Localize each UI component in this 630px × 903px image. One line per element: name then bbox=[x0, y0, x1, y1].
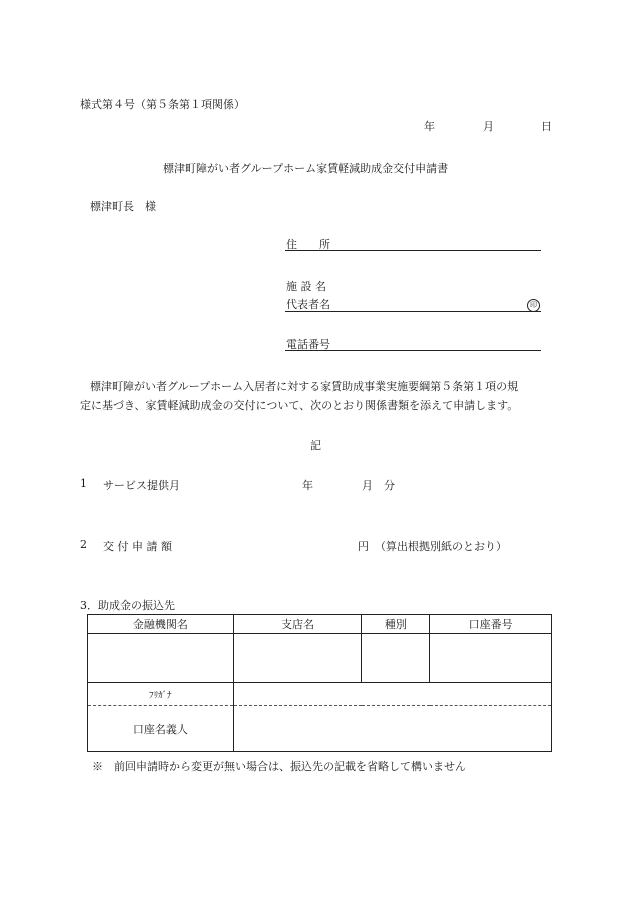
item2-yen: 円 bbox=[358, 540, 369, 553]
address-label: 住 所 bbox=[286, 238, 330, 251]
item3-label: 3．助成金の振込先 bbox=[80, 599, 175, 612]
header-bank-name: 金融機関名 bbox=[88, 615, 234, 634]
bank-transfer-table bbox=[87, 614, 552, 752]
representative-label: 代表者名 bbox=[286, 298, 330, 311]
item2-label: 交 付 申 請 額 bbox=[103, 540, 172, 553]
phone-line bbox=[285, 350, 541, 351]
footnote: ※ 前回申請時から変更が無い場合は、振込先の記載を省略して構いません bbox=[92, 760, 466, 773]
item2-note: （算出根拠別紙のとおり） bbox=[375, 540, 507, 553]
branch-name-cell[interactable] bbox=[233, 634, 362, 683]
seal-mark bbox=[527, 297, 540, 312]
item1-label: サービス提供月 bbox=[103, 479, 180, 492]
address-line bbox=[285, 250, 541, 251]
item1-year: 年 bbox=[302, 479, 313, 492]
addressee: 標津町長 様 bbox=[90, 200, 156, 213]
body-line-1: 標津町障がい者グループホーム入居者に対する家賃助成事業実施要綱第５条第１項の規 bbox=[90, 380, 519, 393]
item1-month: 月 bbox=[362, 479, 373, 492]
header-account-type: 種別 bbox=[362, 615, 430, 634]
bank-name-cell[interactable] bbox=[88, 634, 234, 683]
date-year: 年 bbox=[424, 120, 435, 133]
item1-number: 1 bbox=[80, 477, 87, 490]
account-type-cell[interactable] bbox=[362, 634, 430, 683]
date-day: 日 bbox=[541, 120, 552, 133]
form-number: 様式第４号（第５条第１項関係） bbox=[80, 98, 245, 111]
account-number-cell[interactable] bbox=[430, 634, 552, 683]
header-branch-name: 支店名 bbox=[233, 615, 362, 634]
ki-heading: 記 bbox=[310, 439, 321, 452]
holder-cell[interactable] bbox=[233, 706, 551, 752]
representative-line bbox=[285, 311, 541, 312]
facility-label: 施 設 名 bbox=[286, 280, 326, 293]
date-month: 月 bbox=[483, 120, 494, 133]
seal-icon: 印 bbox=[527, 299, 540, 312]
phone-label: 電話番号 bbox=[286, 338, 330, 351]
kana-label: ﾌﾘｶﾞﾅ bbox=[88, 683, 234, 706]
holder-label: 口座名義人 bbox=[88, 706, 234, 752]
header-account-number: 口座番号 bbox=[430, 615, 552, 634]
item2-number: 2 bbox=[80, 538, 87, 551]
item1-suffix: 分 bbox=[384, 479, 395, 492]
page-title: 標津町障がい者グループホーム家賃軽減助成金交付申請書 bbox=[163, 162, 449, 175]
kana-cell[interactable] bbox=[233, 683, 551, 706]
body-line-2: 定に基づき、家賃軽減助成金の交付について、次のとおり関係書類を添えて申請します。 bbox=[80, 399, 519, 412]
